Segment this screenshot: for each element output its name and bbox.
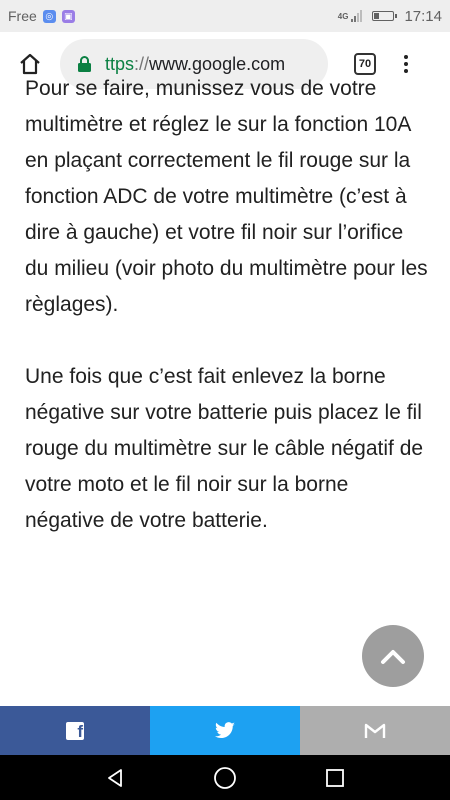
share-bar (0, 706, 450, 755)
facebook-icon: f (66, 722, 84, 740)
share-mail-button[interactable] (300, 706, 450, 755)
status-bar (0, 0, 450, 32)
messenger-notification-icon: ◎ (43, 10, 56, 23)
article-paragraph: Pour se faire, munissez vous de votre multimètre et réglez le sur la fonction 10A en plaçant correctement le fil rouge sur la fonction ADC de votre multimètre (c’est à dire à gauche) et votre fil noir sur l’orifice du milieu (voir photo du multimètre pour les règlages). (25, 77, 428, 316)
lock-icon (78, 56, 91, 72)
gallery-notification-icon: ▣ (62, 10, 75, 23)
scroll-to-top-button[interactable] (362, 625, 424, 687)
home-circle-icon (213, 766, 237, 790)
signal-icon (351, 10, 362, 22)
tab-count: 70 (358, 58, 372, 70)
clock: 17:14 (404, 7, 442, 25)
url-scheme: ttps (105, 53, 135, 74)
twitter-icon (214, 722, 236, 740)
article-paragraph: Une fois que c’est fait enlevez la borne négative sur votre batterie puis placez le fil rouge du multimètre sur le câble négatif de votre moto et le fil noir sur la borne négative de votre batterie. (25, 365, 424, 532)
network-type-label: 4G (337, 11, 349, 21)
status-left (8, 8, 75, 24)
status-right (338, 8, 442, 25)
article-content (0, 77, 450, 706)
mail-icon (364, 723, 386, 739)
url-host: www.google.com (149, 53, 286, 74)
url-separator: :// (134, 53, 150, 74)
battery-icon (372, 11, 394, 21)
recents-button[interactable] (315, 758, 355, 798)
share-facebook-button[interactable] (0, 706, 150, 755)
carrier-label: Free (8, 8, 37, 24)
share-twitter-button[interactable] (150, 706, 300, 755)
chevron-up-icon (380, 647, 406, 665)
recents-square-icon (325, 768, 345, 788)
navigation-bar (0, 755, 450, 800)
back-triangle-icon (104, 767, 126, 789)
back-button[interactable] (95, 758, 135, 798)
home-nav-button[interactable] (205, 758, 245, 798)
